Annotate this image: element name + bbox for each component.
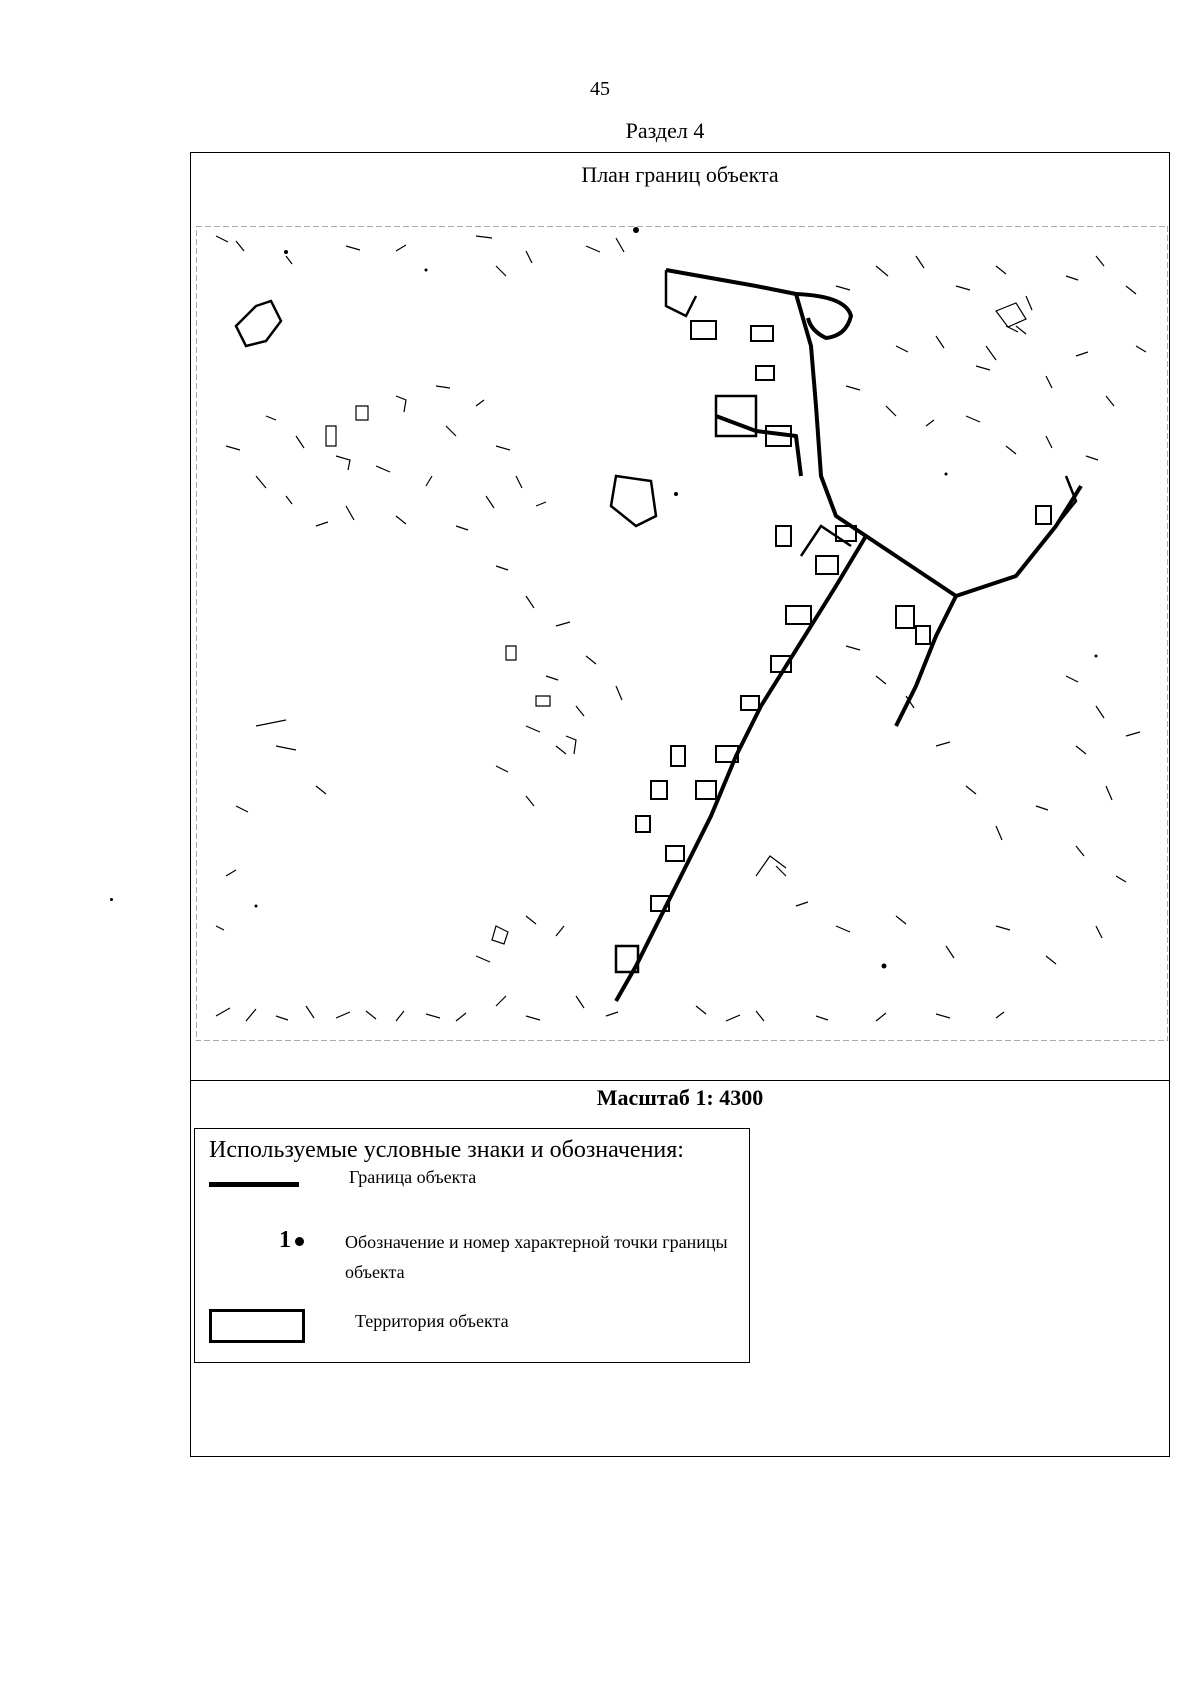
scale-label: Масштаб 1: 4300: [596, 1085, 764, 1110]
legend-boundary-label: Граница объекта: [349, 1167, 477, 1187]
legend-title: Используемые условные знаки и обозначения:: [209, 1137, 684, 1163]
plan-title: План границ объекта: [581, 162, 779, 187]
map-point: [633, 227, 639, 233]
point-marker-icon: [295, 1237, 304, 1246]
boundary-map-svg: [196, 226, 1168, 1041]
boundary-map: [196, 226, 1168, 1041]
territory-rect-symbol: [209, 1309, 305, 1343]
map-outer-border: [196, 226, 1168, 1041]
legend-territory-label: Территория объекта: [355, 1311, 509, 1331]
map-point: [945, 473, 948, 476]
map-point: [255, 905, 258, 908]
legend-box: [194, 1128, 750, 1363]
section-title: Раздел 4: [625, 118, 705, 143]
frame-divider: [190, 1080, 1170, 1081]
scan-artifact-dot: [110, 898, 113, 901]
map-point: [674, 492, 678, 496]
map-point: [1095, 655, 1098, 658]
page-number: 45: [590, 78, 610, 100]
boundary-line-symbol: [209, 1182, 299, 1187]
legend-point-label: Обозначение и номер характерной точки границы объекта: [345, 1232, 728, 1282]
legend-point-number: 1: [279, 1227, 291, 1253]
map-point: [882, 964, 887, 969]
map-point: [425, 269, 428, 272]
map-point: [284, 250, 288, 254]
